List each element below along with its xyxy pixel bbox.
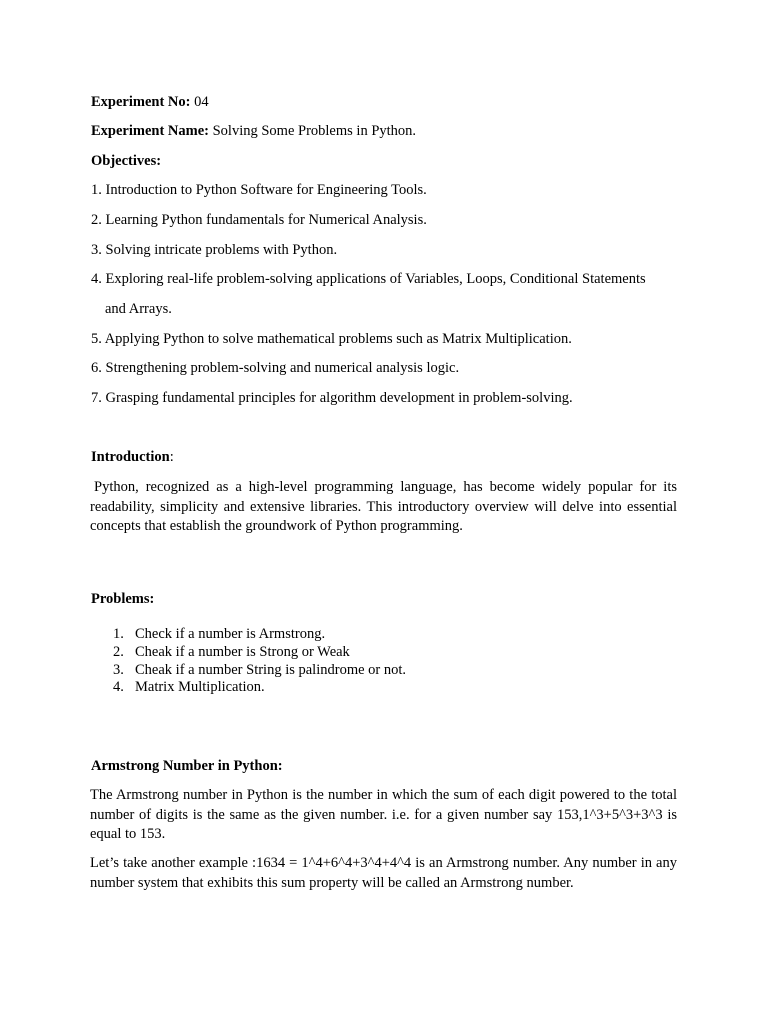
objectives-heading: Objectives:	[91, 153, 162, 169]
experiment-number-value: 04	[190, 94, 209, 110]
objective-item: 6. Strengthening problem-solving and numerical analysis logic.	[91, 360, 460, 376]
experiment-name-value: Solving Some Problems in Python.	[208, 123, 417, 139]
list-item-text: Cheak if a number String is palindrome or not.	[135, 661, 407, 678]
objective-item: 3. Solving intricate problems with Python.	[91, 242, 338, 258]
objective-item: 1. Introduction to Python Software for Engineering Tools.	[91, 182, 427, 198]
list-item-number: 1.	[113, 626, 124, 642]
list-item	[113, 662, 406, 680]
objective-item-continuation: and Arrays.	[105, 301, 172, 317]
list-item	[113, 644, 406, 662]
experiment-name	[91, 122, 416, 140]
experiment-name-label: Experiment Name:	[91, 123, 209, 139]
experiment-number-label: Experiment No:	[91, 94, 191, 110]
list-item-text: Matrix Multiplication.	[135, 679, 265, 696]
introduction-heading	[91, 448, 174, 466]
problems-heading: Problems:	[91, 591, 155, 607]
armstrong-paragraph-2: Let’s take another example :1634 = 1^4+6^4+3^4+4^4 is an Armstrong number. Any number in any number system that exhibits this sum property will be called an Armstrong number.	[90, 855, 677, 891]
list-item	[113, 679, 406, 697]
problems-list	[113, 626, 406, 697]
introduction-heading-label: Introduction	[91, 449, 170, 465]
objective-item: 7. Grasping fundamental principles for algorithm development in problem-solving.	[91, 390, 573, 406]
list-item-number: 4.	[113, 679, 124, 696]
objective-item: 5. Applying Python to solve mathematical problems such as Matrix Multiplication.	[91, 331, 572, 347]
armstrong-heading: Armstrong Number in Python:	[91, 758, 283, 774]
introduction-heading-colon: :	[169, 449, 174, 465]
armstrong-paragraph-1: The Armstrong number in Python is the number in which the sum of each digit powered to the total number of digits is the same as the given number. i.e. for a given number say 153,1^3+5^3+3^3 is equal to 153.	[90, 787, 677, 842]
list-item	[113, 626, 406, 644]
objective-item: 4. Exploring real-life problem-solving applications of Variables, Loops, Conditional Statements	[91, 271, 646, 287]
list-item-number: 2.	[113, 643, 124, 660]
list-item-text: Cheak if a number is Strong or Weak	[135, 643, 350, 660]
list-item-number: 3.	[113, 661, 124, 678]
experiment-number	[91, 93, 209, 111]
objective-item: 2. Learning Python fundamentals for Numerical Analysis.	[91, 212, 427, 228]
list-item-text: Check if a number is Armstrong.	[135, 626, 326, 642]
introduction-body: Python, recognized as a high-level programming language, has become widely popular for its readability, simplicity and extensive libraries. This introductory overview will delve into essential concepts that establish the groundwork of Python programming.	[90, 479, 677, 534]
